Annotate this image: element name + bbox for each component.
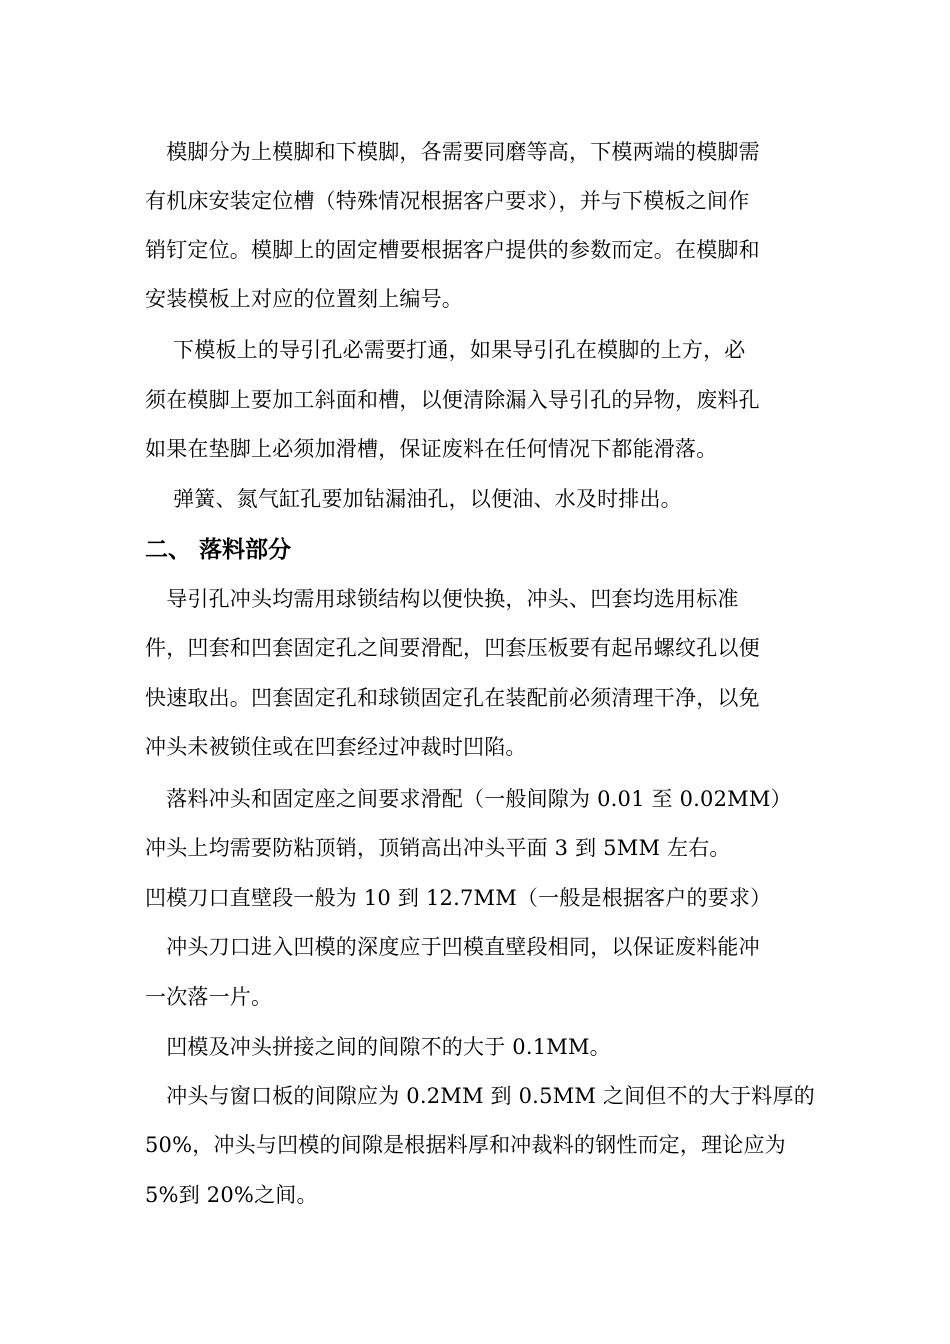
paragraph-1-line-4: 安装模板上对应的位置刻上编号。 (145, 287, 463, 311)
section-paragraph-4-line-2: 一次落一片。 (145, 985, 273, 1009)
section-paragraph-5-line-1: 凹模及冲头拼接之间的间隙不的大于 0.1MM。 (145, 1035, 611, 1059)
section-paragraph-2-line-2: 冲头上均需要防粘顶销，顶销高出冲头平面 3 到 5MM 左右。 (145, 836, 731, 860)
section-paragraph-6-line-1: 冲头与窗口板的间隙应为 0.2MM 到 0.5MM 之间但不的大于料厚的 (145, 1084, 815, 1108)
paragraph-1-line-1: 模脚分为上模脚和下模脚，各需要同磨等高，下模两端的模脚需 (145, 140, 760, 164)
section-paragraph-4-line-1: 冲头刀口进入凹模的深度应于凹模直壁段相同，以保证废料能冲 (145, 935, 760, 959)
section-paragraph-6-line-3: 5%到 20%之间。 (145, 1183, 318, 1207)
section-paragraph-1-line-1: 导引孔冲头均需用球锁结构以便快换，冲头、凹套均选用标准 (145, 587, 739, 611)
section-paragraph-1-line-2: 件，凹套和凹套固定孔之间要滑配，凹套压板要有起吊螺纹孔以便 (145, 636, 760, 660)
paragraph-1-line-2: 有机床安装定位槽（特殊情况根据客户要求），并与下模板之间作 (145, 189, 750, 213)
section-paragraph-2-line-1: 落料冲头和固定座之间要求滑配（一般间隙为 0.01 至 0.02MM） (145, 787, 792, 811)
paragraph-2-line-2: 须在模脚上要加工斜面和槽，以便清除漏入导引孔的异物，废料孔 (145, 388, 760, 412)
paragraph-3-line-1: 弹簧、氮气缸孔要加钻漏油孔，以便油、水及时排出。 (145, 487, 682, 511)
paragraph-2-line-3: 如果在垫脚上必须加滑槽，保证废料在任何情况下都能滑落。 (145, 437, 718, 461)
section-heading: 二、 落料部分 (145, 537, 292, 563)
section-paragraph-6-line-2: 50%，冲头与凹模的间隙是根据料厚和冲裁料的钢性而定，理论应为 (145, 1133, 786, 1157)
paragraph-2-line-1: 下模板上的导引孔必需要打通，如果导引孔在模脚的上方，必 (145, 338, 746, 362)
paragraph-1-line-3: 销钉定位。模脚上的固定槽要根据客户提供的参数而定。在模脚和 (145, 238, 760, 262)
section-paragraph-1-line-3: 快速取出。凹套固定孔和球锁固定孔在装配前必须清理干净，以免 (145, 686, 760, 710)
section-paragraph-1-line-4: 冲头未被锁住或在凹套经过冲裁时凹陷。 (145, 735, 527, 759)
section-paragraph-3-line-1: 凹模刀口直壁段一般为 10 到 12.7MM（一般是根据客户的要求） (145, 886, 772, 910)
